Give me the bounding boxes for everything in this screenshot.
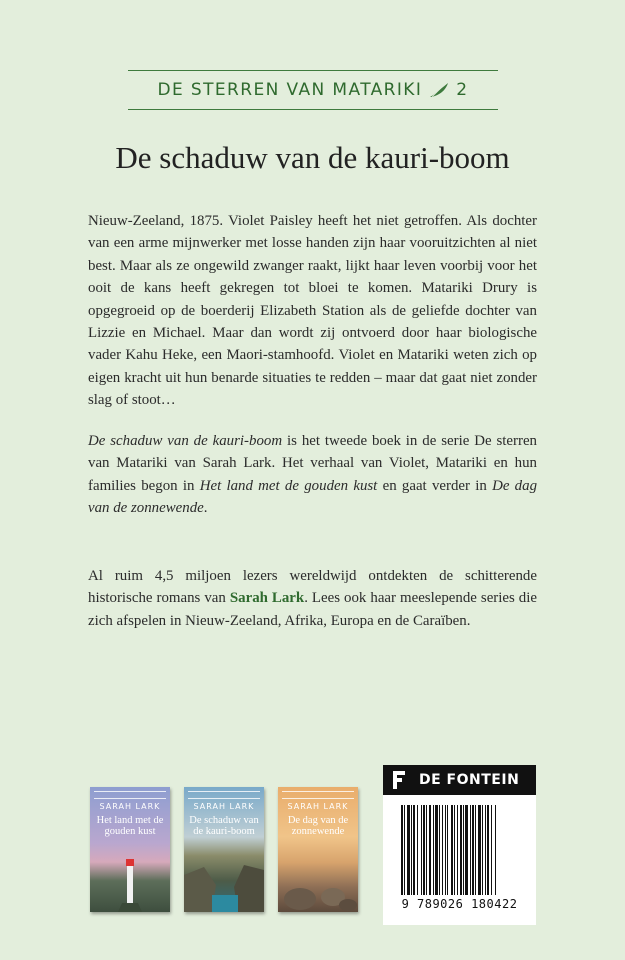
barcode-panel xyxy=(383,795,536,925)
author-name: Sarah Lark xyxy=(229,590,305,607)
isbn-barcode xyxy=(401,805,518,895)
lighthouse-icon xyxy=(118,855,142,912)
promo-text: Al ruim 4,5 miljoen lezers wereldwijd ontdekten de schitterende historische romans van xyxy=(88,568,537,607)
series-info-paragraph xyxy=(88,430,537,520)
book-cover-title: De schaduw van de kauri-boom xyxy=(189,815,259,837)
series-banner xyxy=(128,70,498,110)
promo-text: . Lees ook haar meeslepende series die zich afspelen in Nieuw-Zeeland, Afrika, Europa en de Caraïben. xyxy=(88,590,537,629)
fern-icon xyxy=(428,81,450,99)
series-label: DE STERREN VAN MATARIKI xyxy=(157,80,423,100)
book1-title-ref: Het land met de gouden kust xyxy=(199,477,378,494)
book-author: SARAH LARK xyxy=(99,802,161,811)
isbn-number: 9 789026 180422 xyxy=(401,897,518,911)
series-number: 2 xyxy=(456,80,469,100)
book-author: SARAH LARK xyxy=(287,802,349,811)
book-cover-2 xyxy=(184,787,264,912)
author-promo-paragraph xyxy=(88,565,537,632)
book-cover-1 xyxy=(90,787,170,912)
boulders-icon xyxy=(278,875,358,912)
book-cover-title: De dag van de zonnewende xyxy=(287,815,349,837)
book-cover-title: Het land met de gouden kust xyxy=(96,815,164,837)
series-info-text: en gaat verder in xyxy=(377,477,493,494)
book-title-ref: De schaduw van de kauri-boom xyxy=(88,433,283,449)
book-cover-3 xyxy=(278,787,358,912)
synopsis-paragraph: Nieuw-Zeeland, 1875. Violet Paisley heeft het niet getroffen. Als dochter van een arme mijnwerker met losse handen zijn haar vooruitzichten al niet best. Maar als ze ongewild zwanger raakt, lijkt haar leven voorbij voor het ooit de kans heeft gekregen tot bloei te komen. Matariki Drury is opgegroeid op de boerderij Elizabeth Station als de geliefde dochter van Lizzie en Michael. Maar dan wordt zij ontvoerd door haar biologische vader Kahu Heke, een Maori-stamhoofd. Violet en Matariki weten zich op eigen kracht uit hun benarde situaties te redden – maar dat gaat niet zonder slag of stoot… xyxy=(88,213,537,409)
publisher-logo xyxy=(383,765,536,795)
publisher-mark-icon xyxy=(393,771,409,789)
book-title: De schaduw van de kauri-boom xyxy=(115,140,510,175)
book-author: SARAH LARK xyxy=(193,802,255,811)
series-info-text: . xyxy=(203,500,208,517)
rocks-icon xyxy=(184,865,264,912)
publisher-name: DE FONTEIN xyxy=(419,772,520,788)
book3-title-ref: De dag van de zonnewende xyxy=(88,477,538,517)
series-info-text: is het tweede boek in de serie De sterren van Matariki van Sarah Lark. Het verhaal van Violet, Matariki en hun families begon in xyxy=(88,433,537,494)
